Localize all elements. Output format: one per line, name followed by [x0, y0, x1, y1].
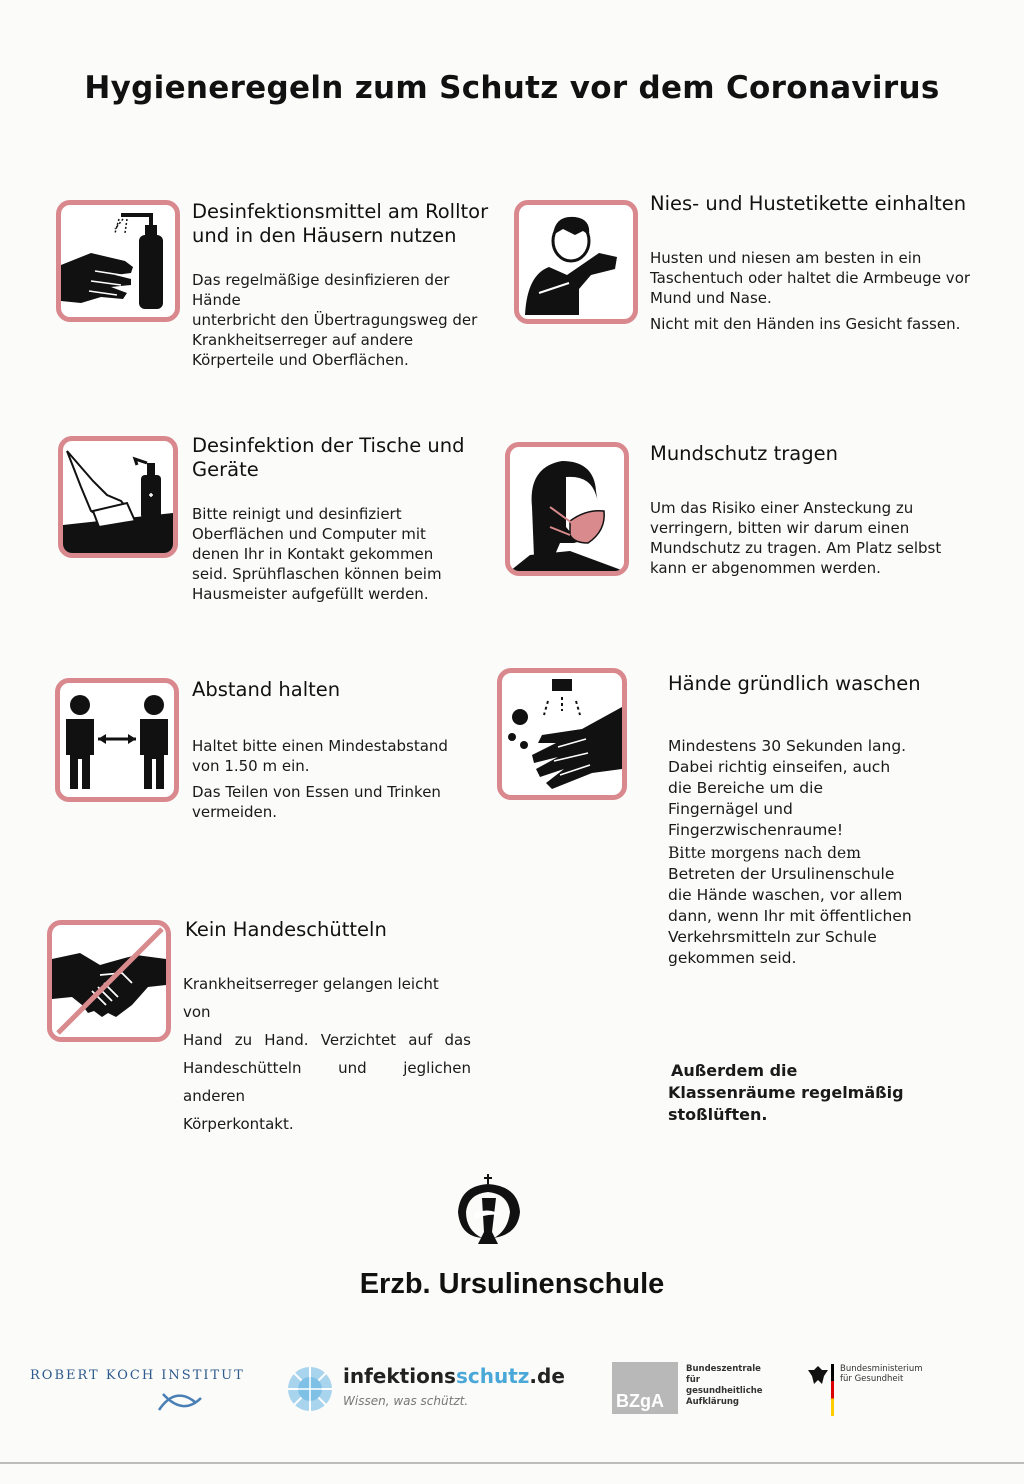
rule-text: die Hände waschen, vor allem: [668, 886, 903, 904]
rule-text: Hausmeister aufgefüllt werden.: [192, 585, 429, 603]
rule-text: Das regelmäßige desinfizieren der Hände: [192, 271, 450, 309]
rule-text: Krankheitserreger auf andere: [192, 331, 414, 349]
logo-text-highlight: schutz: [455, 1364, 530, 1388]
rule-text: Krankheitserreger gelangen leicht von: [183, 975, 439, 1021]
rule-title: Mundschutz tragen: [650, 442, 838, 465]
rule-title: Hände gründlich waschen: [668, 672, 921, 695]
rule-text: Um das Risiko einer Ansteckung zu: [650, 499, 914, 517]
rule-text: Taschentuch oder haltet die Armbeuge vor: [650, 269, 971, 287]
wipe-surface-icon: [58, 436, 178, 558]
sneeze-into-elbow-icon: [514, 200, 638, 324]
ventilation-note: [668, 1060, 904, 1126]
school-crest-logo: [452, 1172, 526, 1252]
rule-handshake: [183, 918, 471, 1138]
rule-title: und in den Häusern nutzen: [192, 224, 457, 247]
rki-logo-text: ROBERT KOCH INSTITUT: [30, 1368, 245, 1383]
logo-tagline: Wissen, was schützt.: [343, 1394, 469, 1408]
rule-text: dann, wenn Ihr mit öffentlichen: [668, 907, 912, 925]
rule-text: Mund und Nase.: [650, 289, 772, 307]
hand-sanitizer-icon: [56, 200, 180, 322]
rule-mask: [650, 442, 990, 578]
rule-title: Kein Handeschütteln: [185, 918, 387, 941]
no-handshake-icon: [47, 920, 171, 1042]
rule-sneeze: [650, 192, 1000, 334]
rule-text: Bitte morgens nach dem: [668, 844, 861, 862]
rule-text: Das Teilen von Essen und Trinken: [192, 783, 441, 801]
rule-title: Geräte: [192, 458, 259, 481]
rule-text: unterbricht den Übertragungsweg der: [192, 311, 478, 329]
rule-text: Betreten der Ursulinenschule: [668, 865, 895, 883]
bzga-logo: BZgA: [612, 1362, 678, 1414]
rule-text: Dabei richtig einseifen, auch: [668, 758, 891, 776]
rule-text: denen Ihr in Kontakt gekommen: [192, 545, 434, 563]
rule-text: Husten und niesen am besten in ein: [650, 249, 922, 267]
rule-tables: [192, 434, 492, 604]
rule-text: vermeiden.: [192, 803, 278, 821]
infektionsschutz-logo: [343, 1364, 565, 1388]
page-title: Hygieneregeln zum Schutz vor dem Coronavirus: [84, 70, 940, 106]
rki-fish-icon: [155, 1390, 205, 1414]
rule-text: gekommen seid.: [668, 949, 797, 967]
keep-distance-icon: [55, 678, 179, 802]
face-mask-icon: [505, 442, 629, 576]
german-flag-stripe: [831, 1364, 834, 1416]
umbrella-icon: [285, 1364, 335, 1414]
rule-text: Körperkontakt.: [183, 1115, 294, 1133]
rule-title: Abstand halten: [192, 678, 341, 701]
rule-text: Haltet bitte einen Mindestabstand: [192, 737, 448, 755]
rule-text: Oberflächen und Computer mit: [192, 525, 426, 543]
bzga-logo-text: Bundeszentrale für gesundheitliche Aufklärung: [686, 1364, 763, 1407]
partner-logos: [0, 1360, 1024, 1430]
rule-text: Nicht mit den Händen ins Gesicht fassen.: [650, 315, 961, 333]
note-line: Außerdem die: [671, 1061, 798, 1080]
rule-text: die Bereiche um die: [668, 779, 823, 797]
logo-text: infektions: [343, 1364, 456, 1388]
logo-text: .de: [529, 1364, 565, 1388]
rule-text: Bitte reinigt und desinfiziert: [192, 505, 402, 523]
rule-distance: [192, 678, 492, 822]
rule-washing: [668, 672, 968, 969]
rule-title: Desinfektionsmittel am Rolltor: [192, 200, 489, 223]
hand-washing-icon: [497, 668, 627, 800]
rule-text: verringern, bitten wir darum einen: [650, 519, 910, 537]
federal-eagle-icon: [808, 1364, 828, 1386]
rule-text: seid. Sprühflaschen können beim: [192, 565, 442, 583]
scan-edge-line: [0, 1462, 1024, 1464]
rule-text: kann er abgenommen werden.: [650, 559, 881, 577]
rule-text: Verkehrsmitteln zur Schule: [668, 928, 877, 946]
rule-text: Fingerzwischenraume!: [668, 821, 844, 839]
rule-title: Nies- und Hustetikette einhalten: [650, 192, 967, 215]
rule-text: Mindestens 30 Sekunden lang.: [668, 737, 907, 755]
rule-text: von 1.50 m ein.: [192, 757, 310, 775]
note-line: Klassenräume regelmäßig: [668, 1083, 904, 1102]
rule-disinfectant: [192, 200, 492, 370]
note-line: stoßlüften.: [668, 1105, 768, 1124]
rule-text: Mundschutz zu tragen. Am Platz selbst: [650, 539, 942, 557]
rule-text: Hand zu Hand. Verzichtet auf das: [183, 1031, 471, 1049]
bmg-logo-text: Bundesministerium für Gesundheit: [840, 1364, 923, 1384]
rule-text: Körperteile und Oberflächen.: [192, 351, 409, 369]
rule-title: Desinfektion der Tische und: [192, 434, 465, 457]
rule-text: Fingernägel und: [668, 800, 793, 818]
rule-text: Handeschütteln und jeglichen anderen: [183, 1059, 471, 1105]
school-name: Erzb. Ursulinenschule: [359, 1268, 665, 1300]
